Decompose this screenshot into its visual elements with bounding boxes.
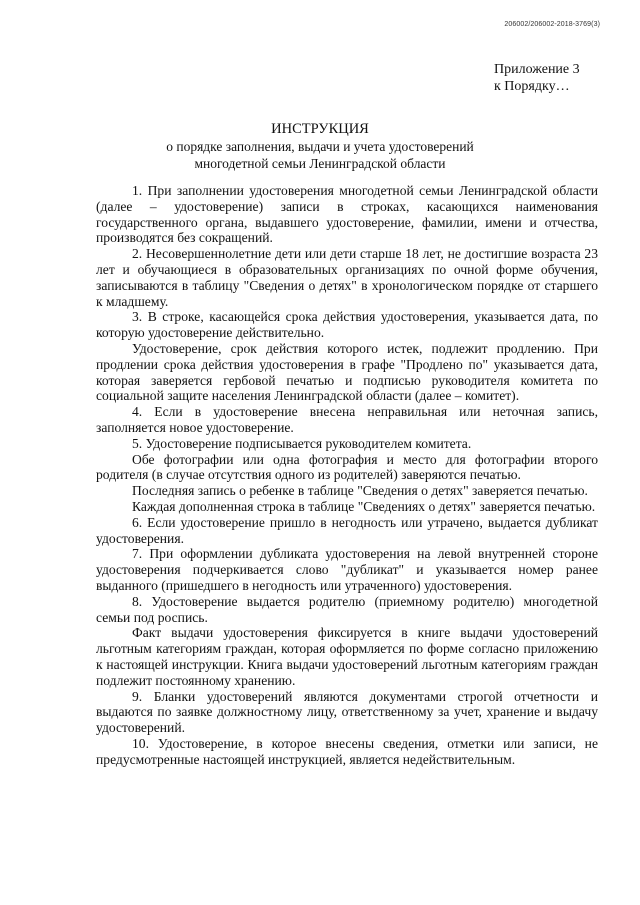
paragraph-6: 6. Если удостоверение пришло в негодность или утрачено, выдается дубликат удостоверения.	[96, 514, 598, 546]
paragraph-8: 8. Удостоверение выдается родителю (приемному родителю) многодетной семьи под роспись.	[96, 593, 598, 625]
paragraph-5: 5. Удостоверение подписывается руководителем комитета.	[132, 435, 472, 451]
paragraph-5-added-row: Каждая дополненная строка в таблице "Сведениях о детях" заверяется печатью.	[132, 498, 596, 514]
appendix-line-2: к Порядку…	[494, 79, 570, 94]
paragraph-1: 1. При заполнении удостоверения многодетной семьи Ленинградской области (далее – удостоверение) записи в строках, касающихся наименования государственного органа, выдавшего удостоверение, фамилии, имени и отчества, производятся без сокращений.	[96, 183, 598, 246]
paragraph-7: 7. При оформлении дубликата удостоверения на левой внутренней стороне удостоверения подчеркивается слово "дубликат" и указывается номер ранее выданного (пришедшего в негодность или утраченного) удостоверения.	[96, 546, 598, 593]
document-subtitle	[0, 139, 640, 172]
paragraph-4: 4. Если в удостоверение внесена неправильная или неточная запись, заполняется новое удостоверение.	[96, 404, 598, 435]
paragraph-2: 2. Несовершеннолетние дети или дети старше 18 лет, не достигшие возраста 23 лет и обучающиеся в образовательных организациях по очной форме обучения, записываются в таблицу "Сведения о детях" в хронологическом порядке от старшего к младшему.	[96, 246, 598, 309]
appendix-reference	[494, 61, 580, 95]
subtitle-line-2: многодетной семьи Ленинградской области	[194, 155, 446, 171]
document-body	[96, 183, 598, 767]
paragraph-10: 10. Удостоверение, в которое внесены сведения, отметки или записи, не предусмотренные настоящей инструкцией, является недействительным.	[96, 735, 598, 767]
paragraph-8-registry: Факт выдачи удостоверения фиксируется в книге выдачи удостоверений льготным категориям граждан, которая оформляется по форме согласно приложению к настоящей инструкции. Книга выдачи удостоверений льготным категориям граждан подлежит постоянному хранению.	[96, 625, 598, 688]
paragraph-9: 9. Бланки удостоверений являются документами строгой отчетности и выдаются по заявке должностному лицу, ответственному за учет, хранение и выдачу удостоверений.	[96, 688, 598, 736]
document-title: ИНСТРУКЦИЯ	[271, 121, 369, 137]
paragraph-3-extension: Удостоверение, срок действия которого истек, подлежит продлению. При продлении срока действия удостоверения в графе "Продлено по" указывается дата, которая заверяется гербовой печатью и подписью руководителя комитета по социальной защите населения Ленинградской области (далее – комитет).	[96, 340, 598, 404]
paragraph-3: 3. В строке, касающейся срока действия удостоверения, указывается дата, по которую удостоверение действительно.	[96, 309, 598, 341]
document-id: 206002/206002-2018-3769(3)	[504, 21, 600, 28]
appendix-line-1: Приложение 3	[494, 62, 580, 77]
subtitle-line-1: о порядке заполнения, выдачи и учета удостоверений	[166, 139, 474, 154]
paragraph-5-last-record: Последняя запись о ребенке в таблице "Сведения о детях" заверяется печатью.	[132, 483, 588, 499]
paragraph-5-photos: Обе фотографии или одна фотография и место для фотографии второго родителя (в случае отсутствия одного из родителей) заверяются печатью.	[96, 451, 598, 483]
